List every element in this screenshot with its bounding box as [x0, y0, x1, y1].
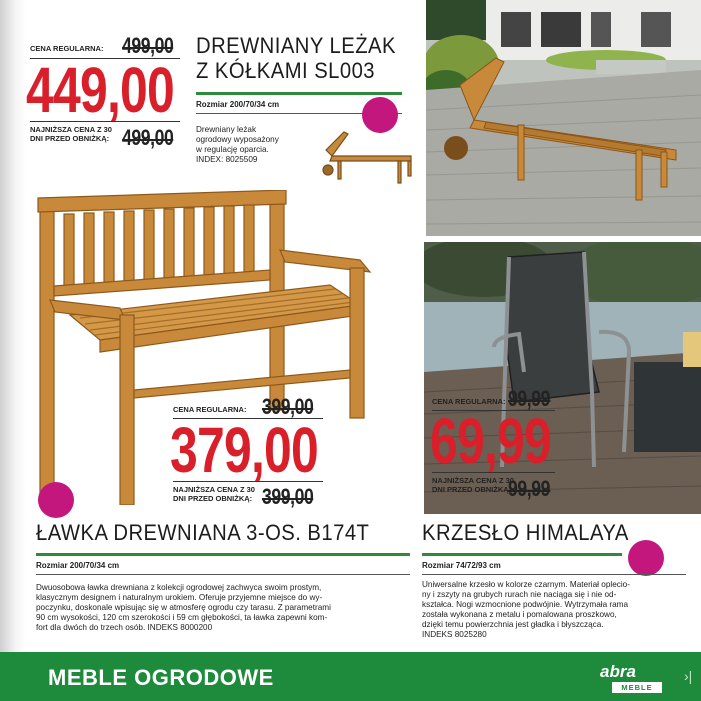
product-title — [196, 33, 396, 83]
magenta-dot — [38, 482, 74, 518]
logo-wordmark: abra — [600, 662, 636, 681]
price-lowest: 499,00 — [122, 125, 174, 150]
brand-logo[interactable] — [590, 662, 668, 694]
title-line: Z KÓŁKAMI SL003 — [196, 58, 376, 83]
section-title: MEBLE OGRODOWE — [48, 665, 274, 690]
price-label-regular: CENA REGULARNA: — [173, 405, 247, 414]
title-line: DREWNIANY LEŻAK — [196, 33, 396, 58]
title-underline — [196, 92, 402, 95]
lounger-thumbnail — [316, 128, 418, 188]
size-divider — [422, 574, 686, 575]
price-lowest: 399,00 — [262, 484, 314, 509]
price-regular: 99,99 — [508, 386, 551, 411]
title-underline — [422, 553, 622, 556]
price-regular: 499,00 — [122, 33, 174, 58]
magenta-dot — [628, 540, 664, 576]
size-info: Rozmiar 200/70/34 cm — [196, 100, 280, 109]
price-label-lowest: NAJNIŻSZA CENA Z 30 DNI PRZED OBNIŻKĄ: — [30, 125, 112, 143]
lounger-photo — [426, 0, 701, 236]
page-fold-shadow — [0, 0, 26, 652]
price-lowest: 99,99 — [508, 476, 551, 501]
price-regular: 399,00 — [262, 394, 314, 419]
next-page-icon[interactable]: ›| — [684, 668, 693, 684]
product-title: KRZESŁO HIMALAYA — [422, 520, 629, 545]
price-divider — [432, 472, 555, 473]
product-description: Uniwersalne krzesło w kolorze czarnym. Materiał opleciо- ny i zszyty na grubych rurach nie naciąga się i nie od- kształca. Nogi wzmocnione podwójnie. Wytrzymała rama została wykonana z metalu i pomalowana proszkowo, dzięki temu powierzchnia jest gładka i błyszcząca. INDEKS 8025280 — [422, 580, 630, 639]
size-info: Rozmiar 200/70/34 cm — [36, 561, 120, 570]
product-description: Drewniany leżak ogrodowy wyposażony w regulację oparcia. INDEX: 8025509 — [196, 125, 279, 164]
size-divider — [36, 574, 410, 575]
price-divider — [30, 121, 180, 122]
price-label-regular: CENA REGULARNA: — [30, 44, 104, 53]
price-divider — [173, 481, 323, 482]
price-new: 449,00 — [26, 54, 175, 126]
logo-subtitle: MEBLE — [612, 682, 662, 693]
size-info: Rozmiar 74/72/93 cm — [422, 561, 501, 570]
price-label-lowest: NAJNIŻSZA CENA Z 30 DNI PRZED OBNIŻKĄ: — [173, 485, 255, 503]
price-label-regular: CENA REGULARNA: — [432, 397, 506, 406]
price-new: 69,99 — [430, 405, 552, 477]
product-description: Dwuosobowa ławka drewniana z kolekcji ogrodowej zachwyca swoim prostym, klasycznym designem i naturalnym urokiem. Oferuje przyjemne miejsce do wy- poczynku, doskonale wpisując się w atmosferę ogrodu czy tarasu. Z parametrami 90 cm wysokości, 120 cm szerokości i 59 cm głębokości, ta ławka zapewni kom- fort dla dwóch do trzech osób. INDEKS 8000200 — [36, 583, 331, 632]
title-underline — [36, 553, 410, 556]
price-label-lowest: NAJNIŻSZA CENA Z 30 DNI PRZED OBNIŻKĄ: — [432, 476, 514, 494]
product-title: ŁAWKA DREWNIANA 3-OS. B174T — [36, 520, 370, 545]
footer-bar — [0, 652, 701, 701]
price-new: 379,00 — [170, 414, 319, 486]
